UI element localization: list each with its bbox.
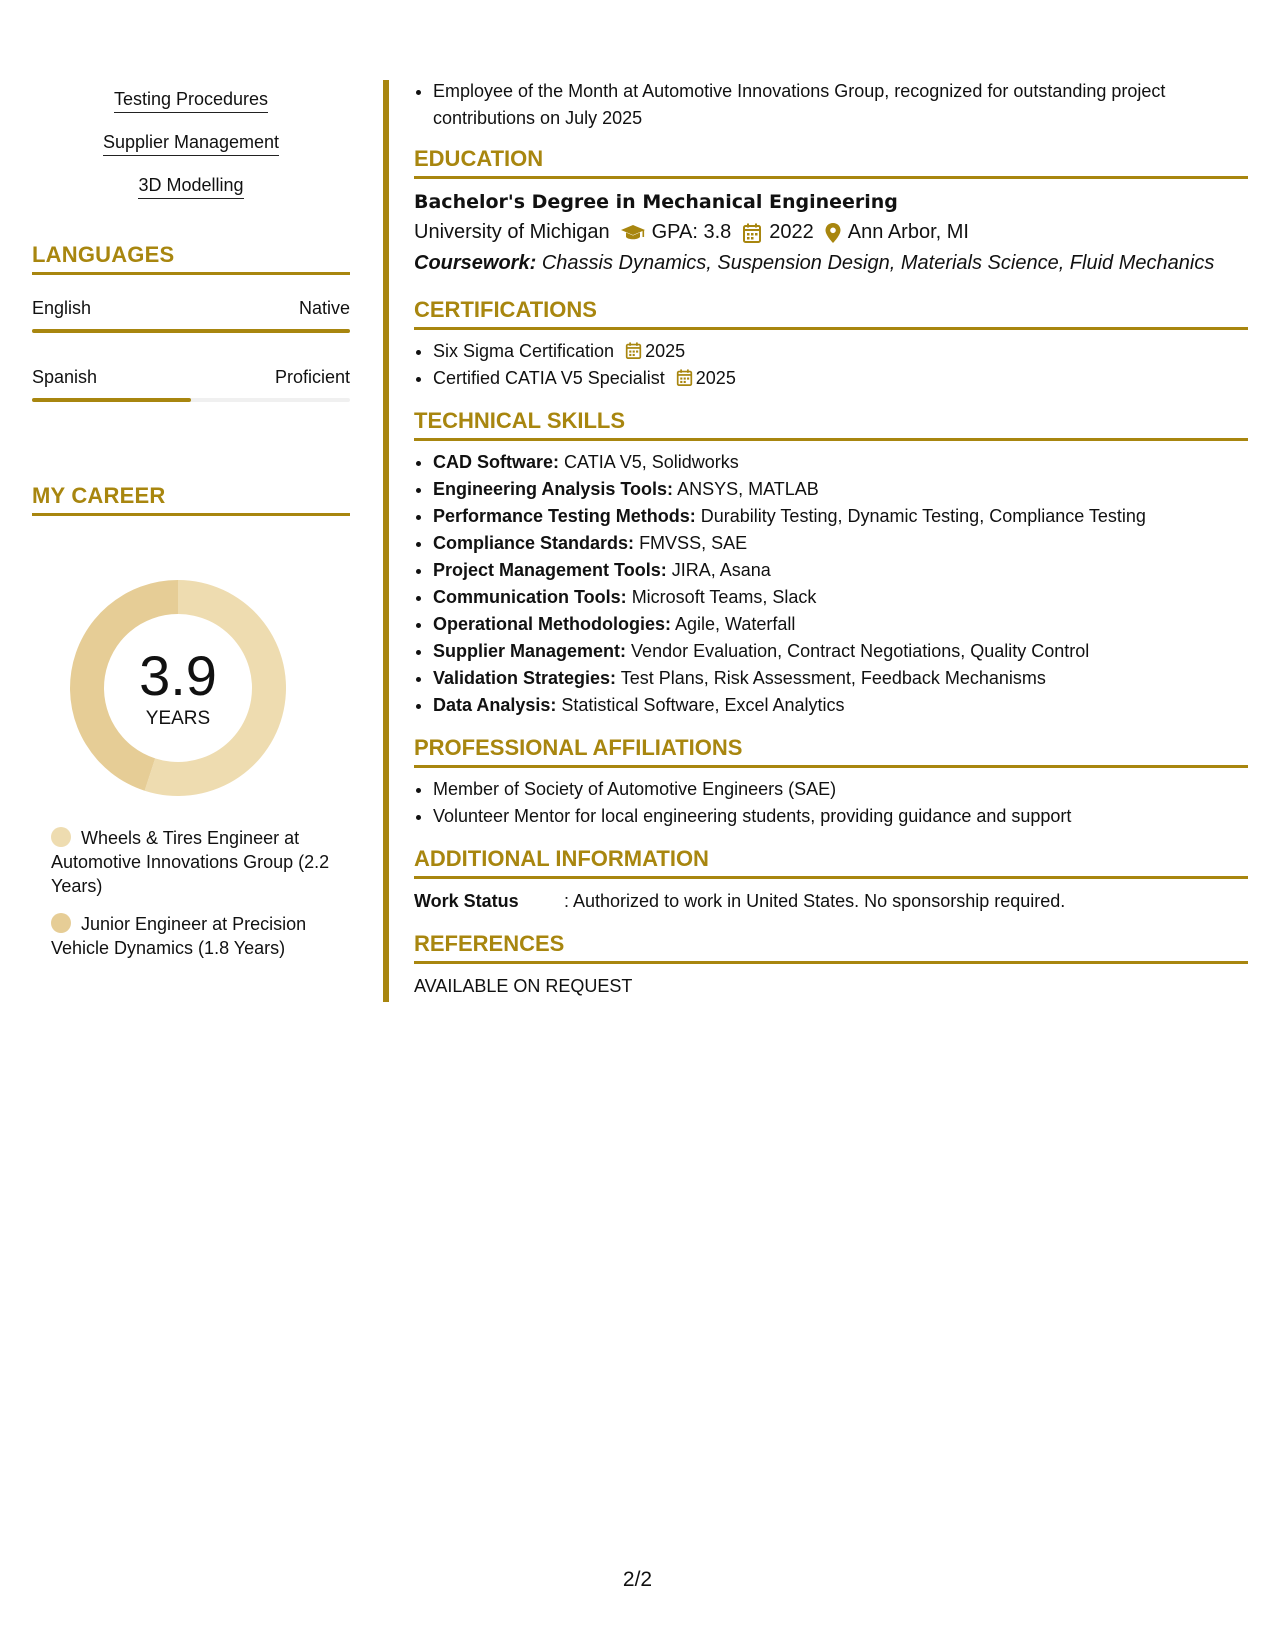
list-item [433,503,1248,530]
work-status-value: : Authorized to work in United States. No sponsorship required. [564,891,1066,911]
career-total: 3.9 [139,644,217,707]
certification-name: Six Sigma Certification [433,341,615,361]
skill-label: Project Management Tools: [433,560,667,580]
language-bar-fill [32,329,350,333]
skill-tag: Supplier Management [103,131,279,156]
certification-year: 2025 [695,368,736,388]
skill-label: Communication Tools: [433,587,627,607]
certification-year: 2025 [645,341,686,361]
affiliations-list [414,776,1248,830]
degree-title: Bachelor's Degree in Mechanical Engineering [414,191,898,213]
skill-label: Validation Strategies: [433,668,617,688]
list-item [433,557,1248,584]
language-name: English [32,298,92,318]
gpa: GPA: 3.8 [651,221,732,243]
skill-value: CATIA V5, Solidworks [564,452,739,472]
skill-value: Statistical Software, Excel Analytics [561,695,845,715]
achievements-list [414,78,1248,132]
technical-skills-list [414,449,1248,719]
skill-label: Compliance Standards: [433,533,635,553]
additional-info-heading: ADDITIONAL INFORMATION [414,846,1248,879]
coursework-label: Coursework: [414,252,537,274]
work-status-row [414,887,1248,915]
career-legend-label: Wheels & Tires Engineer at Automotive Innovations Group (2.2 Years) [51,828,330,896]
list-item: • Employee of the Month at Automotive Innovations Group, recognized for outstanding project contributions on July 2025 [433,78,1248,132]
language-bar [32,398,350,402]
list-item [433,365,1248,392]
language-level: Native [298,298,350,318]
skill-value: Test Plans, Risk Assessment, Feedback Mechanisms [620,668,1046,688]
work-status-label: Work Status [414,891,519,911]
list-item [433,665,1248,692]
calendar-icon [741,223,763,243]
list-item [433,638,1248,665]
main-column [414,78,1248,1000]
language-bar [32,329,350,333]
skill-value: Microsoft Teams, Slack [631,587,817,607]
coursework-list: Chassis Dynamics, Suspension Design, Materials Science, Fluid Mechanics [541,252,1215,274]
skill-value: Durability Testing, Dynamic Testing, Compliance Testing [700,506,1146,526]
list-item [433,692,1248,719]
references-heading: REFERENCES [414,931,1248,964]
career-legend-label: Junior Engineer at Precision Vehicle Dynamics (1.8 Years) [51,914,307,958]
skill-value: FMVSS, SAE [639,533,748,553]
skill-value: JIRA, Asana [671,560,771,580]
skill-label: Data Analysis: [433,695,557,715]
skill-label: Engineering Analysis Tools: [433,479,674,499]
school-name: University of Michigan [414,221,610,243]
language-bar-fill [32,398,191,402]
skill-value: Agile, Waterfall [675,614,796,634]
legend-dot [51,827,71,847]
column-divider [383,80,389,1002]
skill-tag: 3D Modelling [138,174,243,199]
page-number: 2/2 [622,1568,653,1591]
skill-label: Operational Methodologies: [433,614,672,634]
languages-heading: LANGUAGES [32,242,350,275]
certifications-heading: CERTIFICATIONS [414,297,1248,330]
graduation-cap-icon [620,224,646,242]
coursework [414,248,1248,279]
graduation-year: 2022 [769,221,814,243]
skill-value: Vendor Evaluation, Contract Negotiations, Quality Control [631,641,1090,661]
skill-label: CAD Software: [433,452,560,472]
education-heading: EDUCATION [414,146,1248,179]
career-unit: YEARS [145,708,211,729]
education-details [414,217,1248,248]
technical-skills-heading: TECHNICAL SKILLS [414,408,1248,441]
legend-dot [51,913,71,933]
list-item [433,449,1248,476]
skill-label: Supplier Management: [433,641,627,661]
list-item [433,530,1248,557]
certification-name: Certified CATIA V5 Specialist [433,368,665,388]
skill-tags [32,88,350,217]
career-legend-item [51,826,331,898]
certifications-list [414,338,1248,392]
career-legend-item [51,912,331,960]
list-item [433,476,1248,503]
references-text: AVAILABLE ON REQUEST [414,976,633,996]
skill-tag: Testing Procedures [114,88,268,113]
calendar-icon [676,369,693,386]
list-item [433,584,1248,611]
skill-label: Performance Testing Methods: [433,506,696,526]
language-level: Proficient [274,367,350,387]
language-name: Spanish [32,367,98,387]
list-item [433,611,1248,638]
skill-value: ANSYS, MATLAB [677,479,819,499]
career-donut-chart [66,576,290,800]
language-item [32,367,350,402]
calendar-icon [625,342,642,359]
location-pin-icon [824,222,842,244]
school-location: Ann Arbor, MI [847,221,969,243]
list-item [433,338,1248,365]
language-item [32,298,350,333]
list-item: • Member of Society of Automotive Engineers (SAE) [433,776,1248,803]
affiliations-heading: PROFESSIONAL AFFILIATIONS [414,735,1248,768]
career-heading: MY CAREER [32,483,350,516]
list-item: • Volunteer Mentor for local engineering students, providing guidance and support [433,803,1248,830]
